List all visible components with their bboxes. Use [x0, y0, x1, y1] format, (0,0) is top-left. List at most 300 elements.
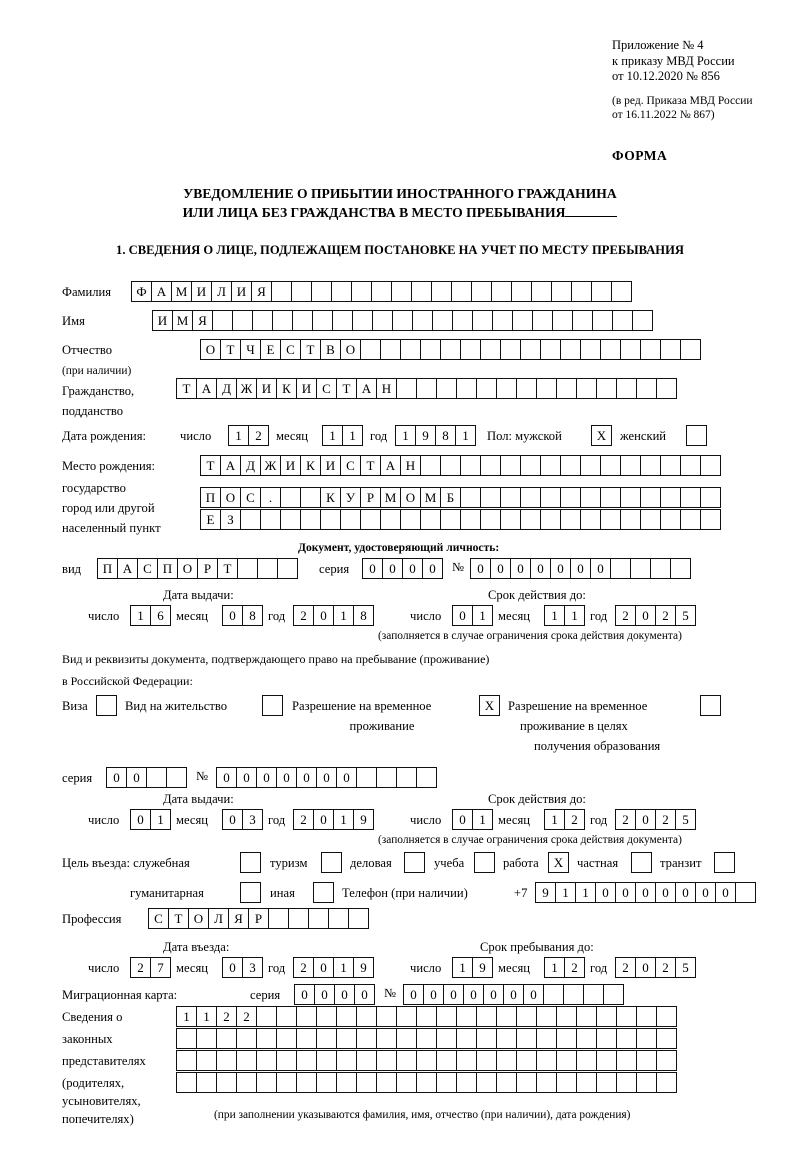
char-cell[interactable]: М: [420, 487, 441, 508]
char-cell[interactable]: 1: [150, 809, 171, 830]
char-cell[interactable]: [640, 487, 661, 508]
char-cell[interactable]: Б: [440, 487, 461, 508]
char-cell[interactable]: [288, 908, 309, 929]
char-cell[interactable]: [348, 908, 369, 929]
char-cell[interactable]: Р: [197, 558, 218, 579]
char-cell[interactable]: [680, 339, 701, 360]
char-cell[interactable]: М: [171, 281, 192, 302]
char-cell[interactable]: [380, 509, 401, 530]
char-cell[interactable]: 0: [470, 558, 491, 579]
char-cell[interactable]: 0: [503, 984, 524, 1005]
char-cell[interactable]: Д: [216, 378, 237, 399]
input-migration-series[interactable]: [294, 984, 375, 1005]
char-cell[interactable]: Л: [211, 281, 232, 302]
checkbox-sex-male[interactable]: X: [591, 425, 612, 446]
char-cell[interactable]: [496, 1072, 517, 1093]
char-cell[interactable]: С: [316, 378, 337, 399]
char-cell[interactable]: 8: [353, 605, 374, 626]
char-cell[interactable]: 0: [635, 882, 656, 903]
char-cell[interactable]: С: [340, 455, 361, 476]
char-cell[interactable]: А: [380, 455, 401, 476]
char-cell[interactable]: 8: [242, 605, 263, 626]
char-cell[interactable]: 0: [422, 558, 443, 579]
checkbox-purpose-study[interactable]: [474, 852, 495, 873]
char-cell[interactable]: [512, 310, 533, 331]
checkbox-purpose-official[interactable]: [240, 852, 261, 873]
char-cell[interactable]: 0: [296, 767, 317, 788]
char-cell[interactable]: [196, 1050, 217, 1071]
input-doc-series[interactable]: [362, 558, 443, 579]
char-cell[interactable]: 0: [635, 957, 656, 978]
char-cell[interactable]: 0: [570, 558, 591, 579]
char-cell[interactable]: [636, 1028, 657, 1049]
char-cell[interactable]: [376, 1050, 397, 1071]
char-cell[interactable]: И: [256, 378, 277, 399]
checkbox-purpose-tourism[interactable]: [321, 852, 342, 873]
char-cell[interactable]: [596, 1050, 617, 1071]
input-birth-day[interactable]: [228, 425, 269, 446]
char-cell[interactable]: [436, 378, 457, 399]
char-cell[interactable]: К: [320, 487, 341, 508]
char-cell[interactable]: 0: [130, 809, 151, 830]
char-cell[interactable]: О: [340, 339, 361, 360]
char-cell[interactable]: [146, 767, 167, 788]
char-cell[interactable]: [576, 1072, 597, 1093]
char-cell[interactable]: [416, 1006, 437, 1027]
char-cell[interactable]: 5: [675, 605, 696, 626]
char-cell[interactable]: И: [191, 281, 212, 302]
char-cell[interactable]: 2: [655, 605, 676, 626]
input-stay-issue-day[interactable]: [130, 809, 171, 830]
input-stayuntil-month[interactable]: [544, 957, 585, 978]
char-cell[interactable]: [600, 487, 621, 508]
char-cell[interactable]: [556, 1072, 577, 1093]
char-cell[interactable]: 2: [564, 957, 585, 978]
char-cell[interactable]: [520, 339, 541, 360]
char-cell[interactable]: [440, 509, 461, 530]
char-cell[interactable]: [460, 339, 481, 360]
char-cell[interactable]: [432, 310, 453, 331]
input-stay-issue-year[interactable]: [293, 809, 374, 830]
char-cell[interactable]: [496, 378, 517, 399]
char-cell[interactable]: [312, 310, 333, 331]
char-cell[interactable]: 0: [236, 767, 257, 788]
char-cell[interactable]: [516, 378, 537, 399]
char-cell[interactable]: [543, 984, 564, 1005]
char-cell[interactable]: [400, 339, 421, 360]
char-cell[interactable]: 6: [150, 605, 171, 626]
input-legal-rep-row1[interactable]: [176, 1006, 677, 1027]
char-cell[interactable]: [471, 281, 492, 302]
input-phone[interactable]: [535, 882, 756, 903]
char-cell[interactable]: [660, 509, 681, 530]
input-birth-year[interactable]: [395, 425, 476, 446]
char-cell[interactable]: [680, 487, 701, 508]
char-cell[interactable]: 0: [635, 605, 656, 626]
char-cell[interactable]: [420, 455, 441, 476]
char-cell[interactable]: [332, 310, 353, 331]
char-cell[interactable]: [576, 1006, 597, 1027]
char-cell[interactable]: [292, 310, 313, 331]
char-cell[interactable]: К: [276, 378, 297, 399]
char-cell[interactable]: [480, 455, 501, 476]
checkbox-sex-female[interactable]: [686, 425, 707, 446]
char-cell[interactable]: [476, 378, 497, 399]
char-cell[interactable]: [592, 310, 613, 331]
char-cell[interactable]: [272, 310, 293, 331]
char-cell[interactable]: [496, 1028, 517, 1049]
char-cell[interactable]: 0: [523, 984, 544, 1005]
char-cell[interactable]: [540, 509, 561, 530]
char-cell[interactable]: 0: [483, 984, 504, 1005]
char-cell[interactable]: [650, 558, 671, 579]
input-doc-number[interactable]: [470, 558, 691, 579]
input-legal-rep-row4[interactable]: [176, 1072, 677, 1093]
char-cell[interactable]: [260, 509, 281, 530]
char-cell[interactable]: [636, 1050, 657, 1071]
char-cell[interactable]: [700, 487, 721, 508]
char-cell[interactable]: [336, 1050, 357, 1071]
char-cell[interactable]: [316, 1072, 337, 1093]
char-cell[interactable]: 9: [415, 425, 436, 446]
char-cell[interactable]: [516, 1028, 537, 1049]
checkbox-purpose-other[interactable]: [313, 882, 334, 903]
char-cell[interactable]: [277, 558, 298, 579]
char-cell[interactable]: 3: [242, 957, 263, 978]
char-cell[interactable]: Е: [200, 509, 221, 530]
char-cell[interactable]: [656, 1028, 677, 1049]
char-cell[interactable]: [271, 281, 292, 302]
char-cell[interactable]: 2: [248, 425, 269, 446]
input-birth-month[interactable]: [322, 425, 363, 446]
char-cell[interactable]: [296, 1006, 317, 1027]
char-cell[interactable]: [476, 1072, 497, 1093]
char-cell[interactable]: 0: [336, 767, 357, 788]
char-cell[interactable]: 0: [316, 767, 337, 788]
char-cell[interactable]: 1: [130, 605, 151, 626]
char-cell[interactable]: [316, 1006, 337, 1027]
char-cell[interactable]: [511, 281, 532, 302]
char-cell[interactable]: [680, 509, 701, 530]
char-cell[interactable]: [372, 310, 393, 331]
char-cell[interactable]: 0: [126, 767, 147, 788]
char-cell[interactable]: 0: [106, 767, 127, 788]
char-cell[interactable]: [616, 1028, 637, 1049]
char-cell[interactable]: 2: [615, 957, 636, 978]
input-doc-valid-day[interactable]: [452, 605, 493, 626]
char-cell[interactable]: [331, 281, 352, 302]
char-cell[interactable]: [576, 1050, 597, 1071]
char-cell[interactable]: У: [340, 487, 361, 508]
char-cell[interactable]: [560, 339, 581, 360]
char-cell[interactable]: [576, 378, 597, 399]
char-cell[interactable]: [336, 1028, 357, 1049]
char-cell[interactable]: [316, 1050, 337, 1071]
char-cell[interactable]: Л: [208, 908, 229, 929]
char-cell[interactable]: [440, 455, 461, 476]
char-cell[interactable]: [371, 281, 392, 302]
char-cell[interactable]: [240, 509, 261, 530]
char-cell[interactable]: З: [220, 509, 241, 530]
char-cell[interactable]: [300, 509, 321, 530]
char-cell[interactable]: [236, 1028, 257, 1049]
input-legal-rep-row2[interactable]: [176, 1028, 677, 1049]
char-cell[interactable]: 0: [715, 882, 736, 903]
char-cell[interactable]: П: [97, 558, 118, 579]
char-cell[interactable]: [392, 310, 413, 331]
char-cell[interactable]: 0: [463, 984, 484, 1005]
char-cell[interactable]: 1: [555, 882, 576, 903]
char-cell[interactable]: [351, 281, 372, 302]
char-cell[interactable]: Я: [228, 908, 249, 929]
char-cell[interactable]: [556, 1006, 577, 1027]
char-cell[interactable]: [176, 1072, 197, 1093]
char-cell[interactable]: 0: [695, 882, 716, 903]
char-cell[interactable]: О: [220, 487, 241, 508]
char-cell[interactable]: [460, 455, 481, 476]
char-cell[interactable]: [480, 509, 501, 530]
char-cell[interactable]: 0: [452, 605, 473, 626]
char-cell[interactable]: [320, 509, 341, 530]
char-cell[interactable]: [216, 1028, 237, 1049]
char-cell[interactable]: [328, 908, 349, 929]
char-cell[interactable]: [216, 1072, 237, 1093]
char-cell[interactable]: [268, 908, 289, 929]
char-cell[interactable]: 0: [294, 984, 315, 1005]
char-cell[interactable]: [656, 1072, 677, 1093]
char-cell[interactable]: [540, 455, 561, 476]
char-cell[interactable]: Т: [200, 455, 221, 476]
char-cell[interactable]: 0: [313, 809, 334, 830]
char-cell[interactable]: [640, 509, 661, 530]
char-cell[interactable]: [376, 1072, 397, 1093]
char-cell[interactable]: [280, 487, 301, 508]
char-cell[interactable]: [620, 509, 641, 530]
char-cell[interactable]: 0: [222, 605, 243, 626]
char-cell[interactable]: [300, 487, 321, 508]
input-entry-year[interactable]: [293, 957, 374, 978]
input-citizenship[interactable]: [176, 378, 677, 399]
char-cell[interactable]: 1: [176, 1006, 197, 1027]
char-cell[interactable]: [536, 1006, 557, 1027]
char-cell[interactable]: А: [117, 558, 138, 579]
char-cell[interactable]: [376, 1028, 397, 1049]
char-cell[interactable]: [500, 455, 521, 476]
char-cell[interactable]: Т: [300, 339, 321, 360]
char-cell[interactable]: [620, 455, 641, 476]
char-cell[interactable]: 2: [615, 605, 636, 626]
input-patronymic[interactable]: [200, 339, 701, 360]
char-cell[interactable]: [352, 310, 373, 331]
char-cell[interactable]: [516, 1050, 537, 1071]
char-cell[interactable]: 1: [544, 957, 565, 978]
char-cell[interactable]: Ч: [240, 339, 261, 360]
char-cell[interactable]: 9: [353, 957, 374, 978]
char-cell[interactable]: Т: [217, 558, 238, 579]
char-cell[interactable]: Т: [220, 339, 241, 360]
char-cell[interactable]: [296, 1072, 317, 1093]
char-cell[interactable]: [396, 767, 417, 788]
char-cell[interactable]: [560, 455, 581, 476]
char-cell[interactable]: .: [260, 487, 281, 508]
char-cell[interactable]: 5: [675, 957, 696, 978]
char-cell[interactable]: [640, 339, 661, 360]
char-cell[interactable]: [276, 1050, 297, 1071]
char-cell[interactable]: [476, 1050, 497, 1071]
input-stay-valid-month[interactable]: [544, 809, 585, 830]
char-cell[interactable]: [436, 1072, 457, 1093]
char-cell[interactable]: [456, 378, 477, 399]
char-cell[interactable]: [660, 339, 681, 360]
char-cell[interactable]: [596, 1028, 617, 1049]
char-cell[interactable]: [536, 1050, 557, 1071]
input-legal-rep-row3[interactable]: [176, 1050, 677, 1071]
char-cell[interactable]: [571, 281, 592, 302]
input-doc-valid-year[interactable]: [615, 605, 696, 626]
char-cell[interactable]: 0: [382, 558, 403, 579]
char-cell[interactable]: [556, 378, 577, 399]
checkbox-residence-permit[interactable]: [262, 695, 283, 716]
char-cell[interactable]: [576, 1028, 597, 1049]
char-cell[interactable]: И: [320, 455, 341, 476]
char-cell[interactable]: И: [231, 281, 252, 302]
char-cell[interactable]: 0: [222, 957, 243, 978]
char-cell[interactable]: [656, 1050, 677, 1071]
checkbox-purpose-business[interactable]: [404, 852, 425, 873]
char-cell[interactable]: 0: [655, 882, 676, 903]
char-cell[interactable]: [276, 1028, 297, 1049]
char-cell[interactable]: [356, 1006, 377, 1027]
char-cell[interactable]: [591, 281, 612, 302]
char-cell[interactable]: 1: [342, 425, 363, 446]
char-cell[interactable]: [356, 1072, 377, 1093]
char-cell[interactable]: [212, 310, 233, 331]
input-birthplace-city-row2[interactable]: [200, 509, 721, 530]
char-cell[interactable]: 1: [564, 605, 585, 626]
checkbox-temp-residence[interactable]: X: [479, 695, 500, 716]
char-cell[interactable]: [176, 1028, 197, 1049]
checkbox-purpose-work[interactable]: X: [548, 852, 569, 873]
char-cell[interactable]: 1: [455, 425, 476, 446]
char-cell[interactable]: [236, 1072, 257, 1093]
char-cell[interactable]: [600, 339, 621, 360]
char-cell[interactable]: 1: [196, 1006, 217, 1027]
char-cell[interactable]: [496, 1006, 517, 1027]
char-cell[interactable]: [560, 509, 581, 530]
char-cell[interactable]: 0: [216, 767, 237, 788]
char-cell[interactable]: [536, 1072, 557, 1093]
input-birthplace-state[interactable]: [200, 455, 721, 476]
char-cell[interactable]: [516, 1006, 537, 1027]
char-cell[interactable]: Н: [400, 455, 421, 476]
char-cell[interactable]: 0: [590, 558, 611, 579]
char-cell[interactable]: 1: [333, 957, 354, 978]
char-cell[interactable]: [603, 984, 624, 1005]
char-cell[interactable]: [256, 1028, 277, 1049]
char-cell[interactable]: [440, 339, 461, 360]
char-cell[interactable]: [596, 1006, 617, 1027]
char-cell[interactable]: [416, 767, 437, 788]
char-cell[interactable]: 0: [635, 809, 656, 830]
char-cell[interactable]: [256, 1006, 277, 1027]
char-cell[interactable]: [680, 455, 701, 476]
char-cell[interactable]: [431, 281, 452, 302]
char-cell[interactable]: [176, 1050, 197, 1071]
char-cell[interactable]: [572, 310, 593, 331]
input-doc-valid-month[interactable]: [544, 605, 585, 626]
char-cell[interactable]: 0: [490, 558, 511, 579]
char-cell[interactable]: [600, 455, 621, 476]
char-cell[interactable]: 1: [544, 605, 565, 626]
char-cell[interactable]: [536, 1028, 557, 1049]
char-cell[interactable]: [520, 509, 541, 530]
char-cell[interactable]: [396, 1028, 417, 1049]
char-cell[interactable]: [656, 378, 677, 399]
char-cell[interactable]: 8: [435, 425, 456, 446]
char-cell[interactable]: [516, 1072, 537, 1093]
char-cell[interactable]: [660, 487, 681, 508]
char-cell[interactable]: 1: [228, 425, 249, 446]
char-cell[interactable]: 2: [564, 809, 585, 830]
char-cell[interactable]: [380, 339, 401, 360]
char-cell[interactable]: [456, 1028, 477, 1049]
char-cell[interactable]: [476, 1028, 497, 1049]
char-cell[interactable]: [336, 1072, 357, 1093]
char-cell[interactable]: [560, 487, 581, 508]
char-cell[interactable]: М: [380, 487, 401, 508]
char-cell[interactable]: О: [200, 339, 221, 360]
char-cell[interactable]: [630, 558, 651, 579]
char-cell[interactable]: [492, 310, 513, 331]
char-cell[interactable]: 0: [530, 558, 551, 579]
char-cell[interactable]: [531, 281, 552, 302]
char-cell[interactable]: 0: [452, 809, 473, 830]
char-cell[interactable]: А: [220, 455, 241, 476]
char-cell[interactable]: И: [152, 310, 173, 331]
input-profession[interactable]: [148, 908, 369, 929]
checkbox-visa[interactable]: [96, 695, 117, 716]
char-cell[interactable]: 1: [333, 809, 354, 830]
char-cell[interactable]: С: [280, 339, 301, 360]
char-cell[interactable]: 1: [575, 882, 596, 903]
char-cell[interactable]: [166, 767, 187, 788]
char-cell[interactable]: [670, 558, 691, 579]
char-cell[interactable]: 0: [313, 957, 334, 978]
char-cell[interactable]: [396, 1050, 417, 1071]
char-cell[interactable]: [420, 339, 441, 360]
char-cell[interactable]: [360, 509, 381, 530]
char-cell[interactable]: [308, 908, 329, 929]
char-cell[interactable]: С: [240, 487, 261, 508]
checkbox-purpose-private[interactable]: [631, 852, 652, 873]
char-cell[interactable]: [396, 1006, 417, 1027]
char-cell[interactable]: С: [137, 558, 158, 579]
char-cell[interactable]: [256, 1050, 277, 1071]
char-cell[interactable]: [460, 509, 481, 530]
char-cell[interactable]: [236, 1050, 257, 1071]
char-cell[interactable]: [660, 455, 681, 476]
char-cell[interactable]: 0: [314, 984, 335, 1005]
char-cell[interactable]: [256, 1072, 277, 1093]
char-cell[interactable]: [520, 487, 541, 508]
char-cell[interactable]: [500, 339, 521, 360]
char-cell[interactable]: 5: [675, 809, 696, 830]
input-doc-issue-year[interactable]: [293, 605, 374, 626]
char-cell[interactable]: 2: [130, 957, 151, 978]
char-cell[interactable]: 0: [510, 558, 531, 579]
input-stay-number[interactable]: [216, 767, 437, 788]
char-cell[interactable]: [232, 310, 253, 331]
